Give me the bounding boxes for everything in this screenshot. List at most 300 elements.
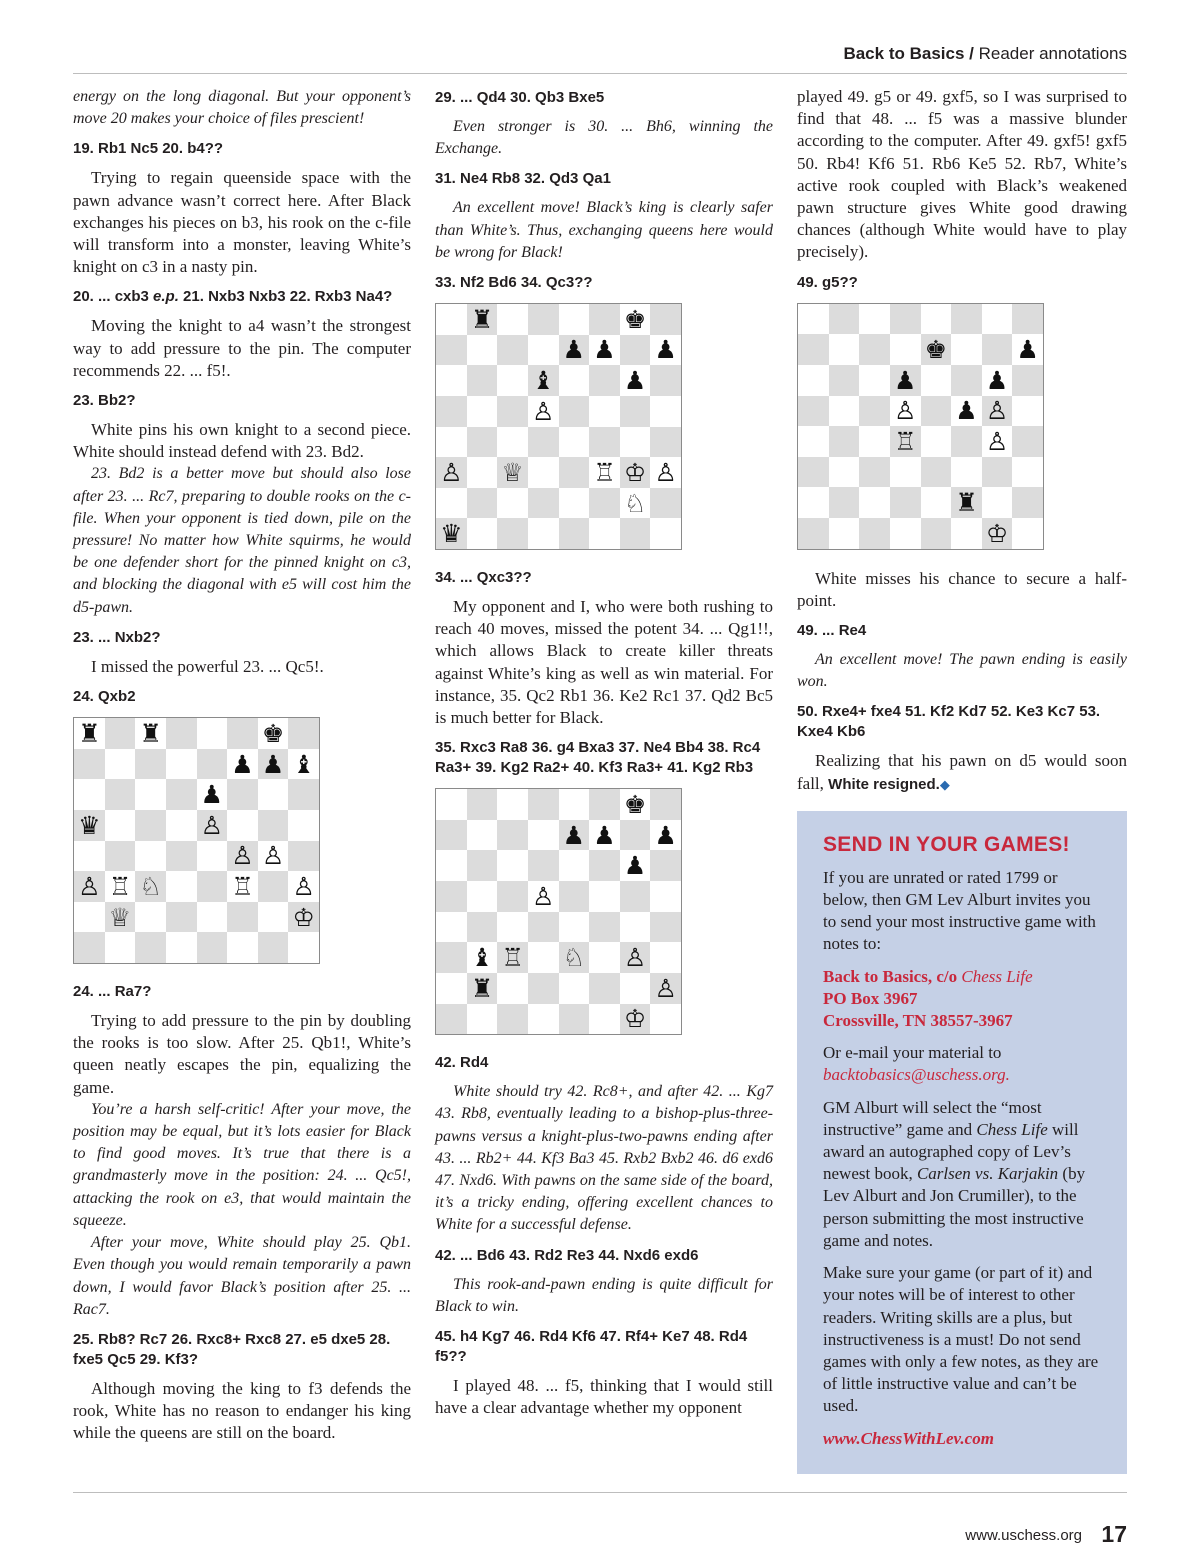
board-square [528, 427, 559, 458]
black-pawn-icon: ♟ [231, 749, 254, 779]
board-square [559, 973, 590, 1004]
annotation: An excellent move! The pawn ending is easily won. [797, 651, 1127, 691]
board-square [859, 396, 890, 427]
white-knight-icon: ♘ [139, 872, 162, 901]
board-square [1012, 396, 1043, 427]
sidebar-title: SEND IN YOUR GAMES! [823, 832, 1070, 856]
board-square [589, 789, 620, 820]
white-pawn-icon: ♙ [531, 396, 555, 426]
board-square [467, 789, 498, 820]
board-square [135, 871, 166, 902]
board-square [829, 304, 860, 335]
board-square [620, 789, 651, 820]
board-square [982, 457, 1013, 488]
board-square [559, 427, 590, 458]
column-1 [73, 86, 411, 1445]
board-square [620, 518, 651, 549]
black-pawn-icon: ♟ [261, 749, 285, 779]
board-square [436, 912, 467, 943]
board-square [589, 427, 620, 458]
sidebar-text: GM Alburt will select the “most instructive” game and [823, 1097, 1042, 1139]
board-square [829, 426, 860, 457]
move-line: 34. ... Qxc3?? [435, 569, 532, 587]
board-square [105, 841, 136, 872]
board-square [1012, 304, 1043, 335]
board-square [650, 942, 681, 973]
annotation: 23. Bd2 is a better move but should also lose after 23. ... Rc7, preparing to double rooks on the c-file. When your opponent is tied down, pile on the pressure! No matter how White squirms, he would be one defender short for the pinned knight on c3, and blocking the diagonal with e5 will cost him the d5-pawn. [73, 465, 411, 616]
white-queen-icon: ♕ [501, 457, 524, 487]
board-square [74, 718, 105, 749]
paragraph: I played 48. ... f5, thinking that I would still have a clear advantage whether my opponent [435, 1376, 773, 1418]
black-pawn-icon: ♟ [654, 335, 677, 365]
board-square [436, 488, 467, 519]
white-king-icon: ♔ [292, 902, 315, 932]
board-square [497, 427, 528, 458]
board-square [497, 850, 528, 881]
board-square [197, 779, 228, 810]
black-queen-icon: ♛ [78, 810, 101, 840]
board-square [497, 457, 528, 488]
move-line: 33. Nf2 Bd6 34. Qc3?? [435, 274, 593, 292]
board-square [951, 334, 982, 365]
move-line: 19. Rb1 Nc5 20. b4?? [73, 140, 224, 158]
board-square [74, 902, 105, 933]
board-square [1012, 487, 1043, 518]
board-square [859, 365, 890, 396]
board-square [589, 396, 620, 427]
white-pawn-icon: ♙ [985, 426, 1009, 456]
board-square [620, 304, 651, 335]
annotation: White should try 42. Rc8+, and after 42. ... Kg7 43. Rb8, eventually leading to a bishop-plus-three-pawns versus a knight-plus-two-pawns ending after 43. ... Rb2+ 44. Kf3 Ba3 45. Rxb2 Bxb2 46. d6 exd6 47. Nxd6. With pawns on the same side of the board, it’s a tricky ending, offering excellent chances to White for a successful defense. [435, 1083, 773, 1234]
board-square [982, 334, 1013, 365]
white-pawn-icon: ♙ [654, 457, 677, 487]
board-square [288, 871, 319, 902]
board-square [436, 820, 467, 851]
black-pawn-icon: ♟ [623, 851, 647, 881]
annotation: You’re a harsh self-critic! After your move, the position may be equal, but it’s lots easier for Black to find good moves. It’s true that there is a grandmasterly move in the position: 24. ... Qc5!, attacking the rook on e3, that would maintain the squeeze. [73, 1100, 411, 1229]
board-square [951, 487, 982, 518]
board-square [528, 518, 559, 549]
move-line: 25. Rb8? Rc7 26. Rxc8+ Rxc8 27. e5 dxe5 28. fxe5 Qc5 29. Kf3? [73, 1330, 391, 1368]
board-square [982, 365, 1013, 396]
board-square [497, 881, 528, 912]
board-square [589, 912, 620, 943]
footer-url[interactable]: www.uschess.org [965, 1527, 1082, 1544]
board-square [859, 334, 890, 365]
annotation: After your move, White should play 25. Qb1. Even though you would remain temporarily a pawn down, I would favor Black’s position after 25. ... Rac7. [73, 1234, 411, 1318]
white-queen-icon: ♕ [108, 902, 132, 932]
board-square [620, 912, 651, 943]
board-square [650, 789, 681, 820]
chess-diagram [73, 717, 320, 964]
board-square [166, 718, 197, 749]
board-square [982, 304, 1013, 335]
paragraph [797, 750, 1127, 796]
board-square [467, 427, 498, 458]
move-line: 31. Ne4 Rb8 32. Qd3 Qa1 [435, 170, 611, 188]
board-square [798, 426, 829, 457]
board-square [166, 902, 197, 933]
white-king-icon: ♔ [623, 1004, 647, 1034]
annotation: This rook-and-pawn ending is quite difficult for Black to win. [435, 1275, 773, 1315]
white-pawn-icon: ♙ [893, 396, 917, 426]
board-square [620, 1004, 651, 1035]
board-square [921, 426, 952, 457]
board-square [829, 334, 860, 365]
paragraph-text: Realizing that his pawn on d5 would soon fall, [797, 751, 1127, 793]
board-square [951, 426, 982, 457]
board-square [921, 518, 952, 549]
board-square [589, 881, 620, 912]
paragraph: Trying to add pressure to the pin by doubling the rooks is too slow. After 25. Qb1!, White’s queen neatly escapes the pin, equalizing the game. [73, 1011, 411, 1097]
board-square [559, 881, 590, 912]
board-square [589, 820, 620, 851]
annotation: Even stronger is 30. ... Bh6, winning the Exchange. [435, 118, 773, 158]
board-square [921, 487, 952, 518]
board-square [559, 396, 590, 427]
board-square [650, 488, 681, 519]
sidebar-paragraph: Make sure your game (or part of it) and your notes will be of interest to other readers. Writing skills are a plus, but instructiveness is a must! Do not send games with only a few notes, as they are of little instructive value and can’t be used. [823, 1263, 1099, 1416]
board-square [859, 457, 890, 488]
move-text: 20. ... cxb3 [73, 288, 154, 306]
board-square [1012, 334, 1043, 365]
board-square [620, 850, 651, 881]
board-square [105, 902, 136, 933]
white-rook-icon: ♖ [893, 426, 917, 456]
board-square [436, 881, 467, 912]
move-line: 24. Qxb2 [73, 688, 136, 706]
board-square [951, 518, 982, 549]
website-link[interactable]: www.ChessWithLev.com [823, 1428, 994, 1448]
address-line: Crossville, TN 38557-3967 [823, 1011, 1013, 1031]
board-square [982, 518, 1013, 549]
board-square [497, 518, 528, 549]
board-square [559, 820, 590, 851]
board-square [258, 810, 289, 841]
board-square [436, 335, 467, 366]
board-square [497, 820, 528, 851]
board-square [982, 487, 1013, 518]
black-queen-icon: ♛ [440, 519, 463, 549]
board-square [528, 789, 559, 820]
footer-rule [73, 1492, 1127, 1493]
board-square [288, 749, 319, 780]
board-square [829, 457, 860, 488]
board-square [166, 841, 197, 872]
move-line: 23. ... Nxb2? [73, 628, 161, 646]
paragraph: White misses his chance to secure a half-point. [797, 568, 1127, 610]
board-square [436, 942, 467, 973]
board-square [620, 881, 651, 912]
annotation: energy on the long diagonal. But your opponent’s move 20 makes your choice of files prescient! [73, 88, 411, 128]
move-line: 23. Bb2? [73, 392, 136, 410]
address-line: Back to Basics, c/o [823, 966, 962, 986]
paragraph: Although moving the king to f3 defends the rook, White has no reason to endanger his king while the queens are still on the board. [73, 1378, 411, 1443]
column-2 [435, 86, 773, 1419]
board-square [135, 841, 166, 872]
board-square [197, 841, 228, 872]
result-text: White resigned. [828, 775, 940, 793]
board-square [620, 365, 651, 396]
board-square [497, 335, 528, 366]
paragraph: I missed the powerful 23. ... Qc5!. [91, 656, 324, 676]
board-square [650, 850, 681, 881]
board-square [620, 457, 651, 488]
board-square [227, 810, 258, 841]
board-square [166, 749, 197, 780]
black-pawn-icon: ♟ [562, 335, 586, 365]
board-square [528, 1004, 559, 1035]
white-pawn-icon: ♙ [78, 872, 101, 901]
mailing-address [823, 966, 1101, 1033]
board-square [497, 942, 528, 973]
board-square [589, 457, 620, 488]
board-square [258, 871, 289, 902]
board-square [528, 304, 559, 335]
board-square [227, 932, 258, 963]
board-square [650, 457, 681, 488]
black-bishop-icon: ♝ [292, 749, 315, 779]
white-pawn-icon: ♙ [200, 810, 224, 840]
board-square [258, 932, 289, 963]
email-paragraph [823, 1042, 1101, 1086]
board-square [559, 942, 590, 973]
board-square [105, 871, 136, 902]
sidebar-text: will award an autographed copy of Lev’s newest book, [823, 1119, 1079, 1184]
board-square [436, 789, 467, 820]
paragraph: played 49. g5 or 49. gxf5, so I was surprised to find that 48. ... f5 was a massive blunder according to the computer. After 49. gxf5! gxf5 50. Rb4! Kf6 51. Rb6 Ke5 52. Rb7, White’s active rook coupled with Black’s weakened pawn structure gives White good drawing chances (although White would have to play precisely). [797, 87, 1127, 262]
board-square [1012, 426, 1043, 457]
board-square [197, 932, 228, 963]
running-header [843, 44, 1127, 64]
board-square [650, 304, 681, 335]
board-square [890, 396, 921, 427]
white-knight-icon: ♘ [623, 488, 647, 518]
move-line: 29. ... Qd4 30. Qb3 Bxe5 [435, 89, 605, 106]
board-square [467, 942, 498, 973]
board-square [589, 304, 620, 335]
board-square [135, 718, 166, 749]
black-pawn-icon: ♟ [593, 335, 616, 365]
paragraph: My opponent and I, who were both rushing to reach 40 moves, missed the potent 34. ... Qg1!!, which allows Black to create killer threats against White’s king as well as win material. For instance, 35. Qc2 Rb1 36. Ke2 Rc1 37. Qd2 Bc5 is much better for Black. [435, 597, 773, 728]
board-square [559, 789, 590, 820]
black-king-icon: ♚ [623, 790, 647, 820]
chess-diagram [435, 788, 682, 1035]
board-square [798, 304, 829, 335]
board-square [890, 304, 921, 335]
board-square [467, 335, 498, 366]
move-line [73, 287, 411, 307]
black-pawn-icon: ♟ [562, 820, 586, 850]
board-square [467, 850, 498, 881]
board-square [859, 426, 890, 457]
board-square [197, 718, 228, 749]
board-square [559, 1004, 590, 1035]
board-square [497, 304, 528, 335]
board-square [1012, 518, 1043, 549]
black-king-icon: ♚ [261, 718, 285, 748]
white-rook-icon: ♖ [108, 872, 132, 901]
black-pawn-icon: ♟ [654, 820, 677, 850]
board-square [650, 518, 681, 549]
board-square [528, 396, 559, 427]
paragraph: Moving the knight to a4 wasn’t the strongest way to add pressure to the pin. The computer recommends 22. ... f5!. [73, 316, 411, 380]
page-number: 17 [1101, 1521, 1127, 1547]
board-square [620, 335, 651, 366]
board-square [650, 365, 681, 396]
board-square [227, 902, 258, 933]
board-square [166, 779, 197, 810]
board-square [436, 850, 467, 881]
board-square [436, 457, 467, 488]
board-square [467, 1004, 498, 1035]
board-square [589, 973, 620, 1004]
board-square [859, 518, 890, 549]
book-title: Carlsen vs. Karjakin [916, 1164, 1059, 1184]
email-link[interactable]: backtobasics@uschess.org. [823, 1065, 1010, 1085]
board-square [74, 841, 105, 872]
board-square [436, 427, 467, 458]
board-square [559, 912, 590, 943]
move-line: 42. ... Bd6 43. Rd2 Re3 44. Nxd6 exd6 [435, 1246, 699, 1264]
board-square [74, 810, 105, 841]
board-square [105, 718, 136, 749]
board-square [135, 749, 166, 780]
black-rook-icon: ♜ [139, 718, 162, 748]
board-square [436, 304, 467, 335]
board-square [105, 810, 136, 841]
board-square [620, 488, 651, 519]
board-square [528, 820, 559, 851]
board-square [921, 365, 952, 396]
board-square [921, 334, 952, 365]
board-square [288, 841, 319, 872]
black-pawn-icon: ♟ [593, 820, 616, 850]
board-square [559, 365, 590, 396]
annotation: An excellent move! Black’s king is clearly safer than White’s. Thus, exchanging queens here would be wrong for Black! [435, 199, 773, 261]
board-square [650, 396, 681, 427]
board-square [559, 850, 590, 881]
board-square [650, 820, 681, 851]
black-rook-icon: ♜ [470, 973, 494, 1003]
header-section: Back to Basics [843, 44, 965, 63]
black-pawn-icon: ♟ [893, 365, 917, 395]
board-square [589, 942, 620, 973]
move-line: 42. Rd4 [435, 1054, 489, 1072]
board-square [467, 518, 498, 549]
board-square [798, 334, 829, 365]
board-square [288, 718, 319, 749]
white-pawn-icon: ♙ [531, 881, 555, 911]
white-pawn-icon: ♙ [623, 943, 647, 973]
column-3 [797, 86, 1127, 1474]
white-pawn-icon: ♙ [440, 457, 463, 487]
board-square [951, 365, 982, 396]
board-square [227, 779, 258, 810]
header-separator: / [969, 44, 974, 63]
board-square [559, 457, 590, 488]
board-square [74, 871, 105, 902]
board-square [467, 820, 498, 851]
board-square [798, 396, 829, 427]
board-square [798, 487, 829, 518]
move-line: 24. ... Ra7? [73, 983, 152, 1001]
board-square [436, 396, 467, 427]
board-square [288, 810, 319, 841]
board-square [620, 942, 651, 973]
board-square [436, 973, 467, 1004]
board-square [497, 912, 528, 943]
board-square [620, 820, 651, 851]
board-square [890, 457, 921, 488]
move-line: 35. Rxc3 Ra8 36. g4 Bxa3 37. Ne4 Bb4 38. Rc4 Ra3+ 39. Kg2 Ra2+ 40. Kf3 Ra3+ 41. Kg2 Rb3 [435, 739, 761, 777]
board-square [921, 457, 952, 488]
paragraph: Trying to regain queenside space with the pawn advance wasn’t correct here. After Black exchanges his pieces on b3, his rook on the c-file will transform into a monster, leaving White’s knight on c3 in a nasty pin. [73, 168, 411, 277]
board-square [197, 871, 228, 902]
white-pawn-icon: ♙ [261, 841, 285, 871]
board-square [288, 902, 319, 933]
white-rook-icon: ♖ [231, 872, 254, 901]
board-square [798, 365, 829, 396]
board-square [528, 335, 559, 366]
board-square [589, 365, 620, 396]
board-square [650, 912, 681, 943]
move-line: 49. g5?? [797, 273, 858, 291]
board-square [467, 973, 498, 1004]
board-square [436, 518, 467, 549]
board-square [982, 396, 1013, 427]
black-pawn-icon: ♟ [200, 780, 224, 810]
board-square [650, 335, 681, 366]
board-square [497, 1004, 528, 1035]
board-square [436, 1004, 467, 1035]
board-square [288, 779, 319, 810]
board-square [650, 427, 681, 458]
board-square [1012, 365, 1043, 396]
black-pawn-icon: ♟ [955, 396, 978, 426]
board-square [227, 871, 258, 902]
board-square [620, 396, 651, 427]
board-square [1012, 457, 1043, 488]
board-square [135, 932, 166, 963]
board-square [105, 932, 136, 963]
board-square [650, 973, 681, 1004]
board-square [890, 518, 921, 549]
white-pawn-icon: ♙ [985, 396, 1009, 426]
board-square [951, 304, 982, 335]
board-square [166, 932, 197, 963]
black-pawn-icon: ♟ [623, 366, 647, 396]
board-square [890, 426, 921, 457]
board-square [467, 396, 498, 427]
board-square [829, 518, 860, 549]
board-square [528, 973, 559, 1004]
board-square [258, 902, 289, 933]
board-square [166, 810, 197, 841]
sidebar-paragraph [823, 1097, 1101, 1252]
white-rook-icon: ♖ [501, 943, 524, 973]
board-square [921, 396, 952, 427]
black-bishop-icon: ♝ [470, 943, 494, 973]
white-rook-icon: ♖ [593, 457, 616, 487]
white-knight-icon: ♘ [562, 943, 586, 973]
board-square [589, 518, 620, 549]
board-square [559, 304, 590, 335]
white-pawn-icon: ♙ [292, 872, 315, 901]
board-square [528, 881, 559, 912]
board-square [467, 457, 498, 488]
board-square [890, 487, 921, 518]
